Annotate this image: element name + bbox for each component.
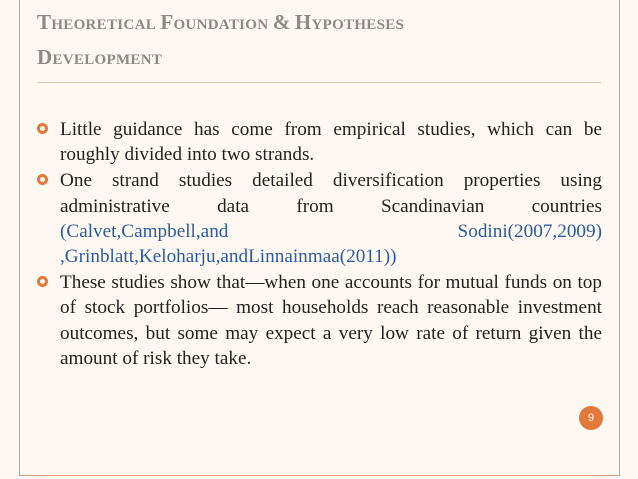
bullet-item <box>37 270 602 371</box>
bullet-text: These studies show that—when one accounts for mutual funds on top of stock portfolios— most households reach reasonable investment outcomes, but some may expect a very low rate of return given the amount of risk they take. <box>60 272 602 369</box>
bullet-text: One strand studies detailed diversification properties using administrative data from Scandinavian countries <box>60 170 602 217</box>
title-word-hypotheses: YPOTHESES <box>311 17 405 33</box>
citation-text: (Calvet,Campbell,and Sodini(2007,2009) ,Grinblatt,Keloharju,andLinnainmaa(2011)) <box>60 220 602 268</box>
title-initial-d: D <box>37 45 53 69</box>
page-number-badge: 9 <box>579 406 603 430</box>
title-word-theoretical: HEORETICAL <box>51 17 157 33</box>
title-ampersand: & <box>272 10 291 34</box>
title-word-foundation: OUNDATION <box>173 17 269 33</box>
slide-title <box>37 6 597 76</box>
title-line-1 <box>37 6 597 41</box>
ring-bullet-icon <box>37 276 48 287</box>
bullet-item <box>37 168 602 269</box>
bullet-item <box>37 117 602 167</box>
title-initial-t: T <box>37 10 52 34</box>
title-initial-h: H <box>294 10 312 34</box>
bullet-list <box>37 117 602 372</box>
bullet-text: Little guidance has come from empirical studies, which can be roughly divided into two strands. <box>60 119 602 166</box>
title-initial-f: F <box>160 10 174 34</box>
title-line-2 <box>37 41 597 76</box>
ring-bullet-icon <box>37 174 48 185</box>
title-word-development: EVELOPMENT <box>52 52 163 68</box>
title-divider <box>37 82 601 83</box>
ring-bullet-icon <box>37 123 48 134</box>
